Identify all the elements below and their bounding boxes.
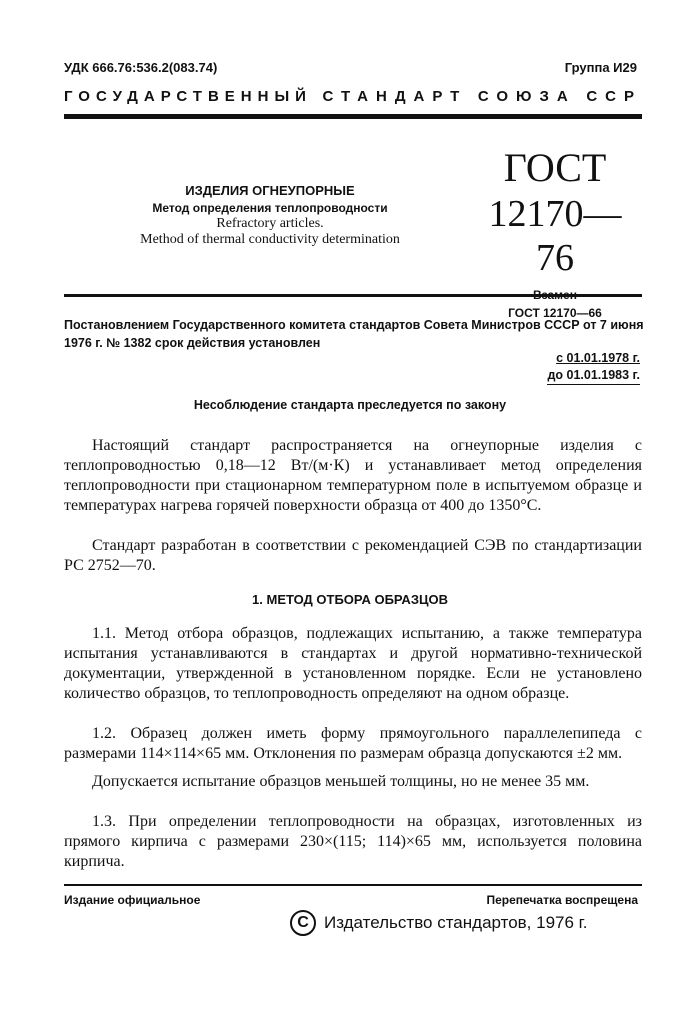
- title-rule: [64, 294, 642, 297]
- validity-dates: [547, 350, 640, 385]
- state-header-word-3: СОЮЗА: [477, 88, 576, 105]
- udk-code: УДК 666.76:536.2(083.74): [64, 60, 218, 75]
- state-header-word-1: ГОСУДАРСТВЕННЫЙ: [64, 88, 312, 105]
- gost-old-number: ГОСТ 12170—66: [508, 306, 602, 320]
- paragraph-1-2-note: Допускается испытание образцов меньшей толщины, но не менее 35 мм.: [92, 773, 590, 790]
- publisher-text: Издательство стандартов, 1976 г.: [324, 913, 588, 932]
- intro-paragraph-1: Настоящий стандарт распространяется на огнеупорные изделия с теплопроводностью 0,18—12 Вт/(м·К) и устанавливает метод определения теплопроводности при стационарном температурном поле в испытуемом образце и температурах нагрева горячей поверхности образца от 400 до 1350°С.: [64, 437, 642, 514]
- title-english-1: Refractory articles.: [216, 216, 324, 231]
- gost-label: ГОСТ: [503, 145, 607, 190]
- state-standard-header: [64, 88, 642, 105]
- validity-to: до 01.01.1983 г.: [547, 367, 640, 385]
- decree-text: Постановлением Государственного комитета стандартов Совета Министров СССР от 7 июня 1976 г. № 1382 срок действия установлен: [64, 318, 644, 350]
- group-code: Группа И29: [564, 60, 637, 75]
- state-header-word-4: ССР: [586, 88, 642, 105]
- gost-number: 12170—76: [488, 193, 622, 279]
- footer-rule: [64, 884, 642, 886]
- edition-label: Издание официальное: [64, 893, 201, 907]
- section-1-title: 1. МЕТОД ОТБОРА ОБРАЗЦОВ: [252, 592, 448, 607]
- paragraph-1-3: 1.3. При определении теплопроводности на образцах, изготовленных из прямого кирпича с размерами 230×(115; 114)×65 мм, используется половина кирпича.: [64, 813, 642, 870]
- title-english-2: Method of thermal conductivity determination: [140, 232, 400, 247]
- copyright-icon: С: [290, 910, 316, 936]
- paragraph-1-2: 1.2. Образец должен иметь форму прямоугольного параллелепипеда с размерами 114×114×65 мм. Отклонения по размерам образца допускаются ±2 мм.: [64, 725, 642, 762]
- title-main: ИЗДЕЛИЯ ОГНЕУПОРНЫЕ: [185, 183, 355, 198]
- title-block: [100, 182, 440, 248]
- state-header-word-2: СТАНДАРТ: [322, 88, 468, 105]
- paragraph-1-1: 1.1. Метод отбора образцов, подлежащих испытанию, а также температура испытания устанавливаются в стандартах и другой нормативно-технической документации, утвержденной в установленном порядке. Если не установлено количество образцов, то теплопроводность определяют на одном образце.: [64, 625, 642, 702]
- title-method: Метод определения теплопроводности: [152, 201, 388, 215]
- reprint-notice: Перепечатка воспрещена: [486, 893, 638, 907]
- validity-from: с 01.01.1978 г.: [556, 351, 640, 365]
- publisher-line: [290, 910, 650, 936]
- penalty-notice: Несоблюдение стандарта преследуется по закону: [193, 398, 507, 412]
- intro-paragraph-2: Стандарт разработан в соответствии с рекомендацией СЭВ по стандартизации РС 2752—70.: [64, 537, 642, 574]
- header-rule: [64, 114, 642, 119]
